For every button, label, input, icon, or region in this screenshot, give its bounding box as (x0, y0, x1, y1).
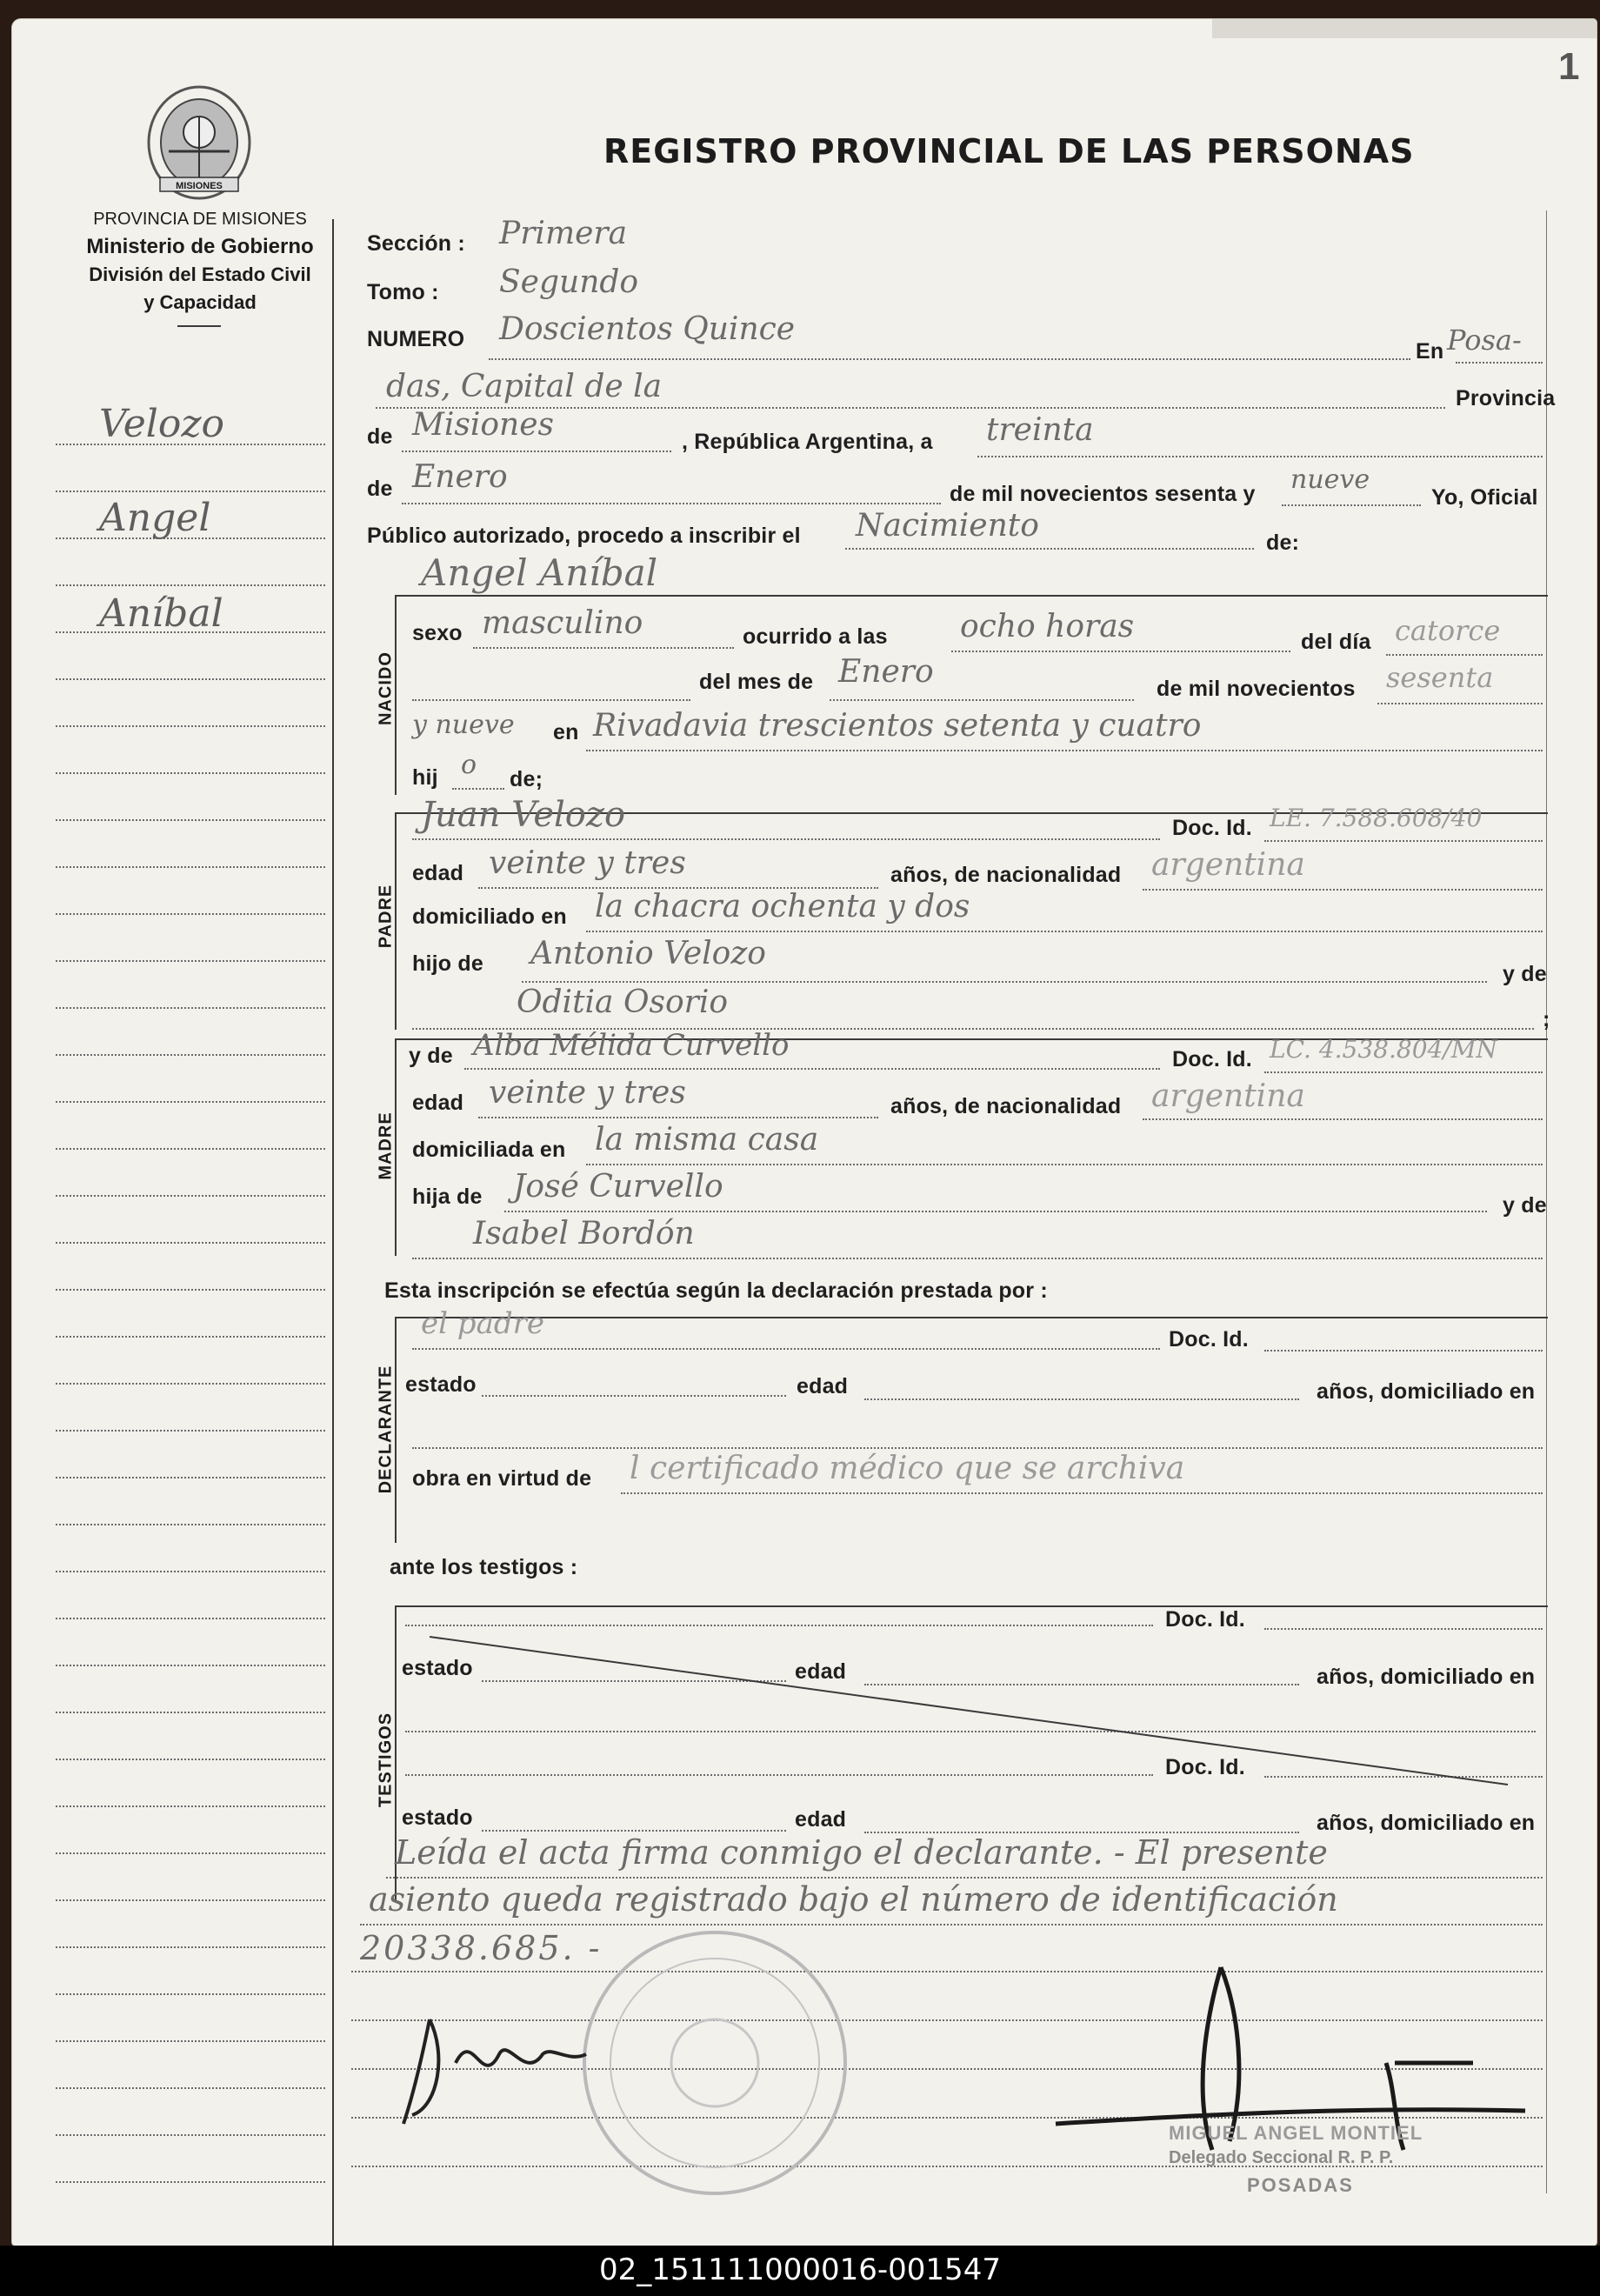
margin-rule (56, 1993, 325, 1995)
margin-rule (56, 819, 325, 821)
label-testigo1-doc: Doc. Id. (1165, 1607, 1245, 1632)
margin-rule (56, 584, 325, 586)
value-padre-nombre: Juan Velozo (421, 795, 626, 835)
label-testigo1-anos-dom: años, domiciliado en (1317, 1665, 1536, 1689)
label-mil-novecientos: de mil novecientos sesenta y (950, 482, 1256, 506)
section-label-nacido: NACIDO (376, 651, 396, 725)
margin-rule (56, 1289, 325, 1291)
nacido-top-rule (395, 595, 1548, 597)
label-republica: , República Argentina, a (682, 430, 933, 454)
value-padre-hijo-de-1: Antonio Velozo (530, 936, 766, 971)
section-label-padre: PADRE (376, 884, 396, 949)
margin-rule (56, 1101, 325, 1103)
value-sexo: masculino (482, 605, 643, 641)
cancel-diagonal-line (412, 1628, 1543, 1793)
value-hij: o (461, 750, 477, 780)
value-madre-hija-de-2: Isabel Bordón (473, 1216, 695, 1251)
value-madre-hija-de-1: José Curvello (513, 1169, 723, 1205)
label-declarante-doc: Doc. Id. (1169, 1327, 1249, 1352)
margin-rule (56, 1618, 325, 1619)
margin-rule (56, 1336, 325, 1338)
org-line-capacity: y Capacidad (143, 291, 257, 313)
org-divider (177, 325, 221, 327)
value-anio-nac-1: sesenta (1386, 661, 1494, 694)
value-lugar-nac: Rivadavia trescientos setenta y cuatro (593, 708, 1202, 744)
label-madre-y-de: y de (409, 1044, 453, 1068)
margin-rule (56, 1383, 325, 1385)
label-testigo1-estado: estado (402, 1656, 473, 1680)
margin-surname: Velozo (99, 402, 225, 446)
label-ocurrido: ocurrido a las (743, 624, 888, 649)
value-madre-domicilio: la misma casa (595, 1122, 819, 1158)
margin-rule (56, 1759, 325, 1760)
margin-rule (56, 1524, 325, 1525)
label-declarante-anos-dom: años, domiciliado en (1317, 1379, 1536, 1404)
value-mes: Enero (838, 654, 934, 690)
value-madre-nombre: Alba Mélida Curvello (473, 1028, 790, 1063)
value-dia: catorce (1395, 614, 1501, 647)
label-sexo: sexo (412, 621, 463, 645)
label-semicolon: ; (1543, 1007, 1550, 1031)
section-label-declarante: DECLARANTE (376, 1365, 396, 1494)
value-en: Posa- (1447, 324, 1522, 357)
label-en-2: en (553, 720, 579, 744)
value-anio-nac-2: y nueve (412, 710, 515, 740)
label-seccion: Sección : (367, 231, 465, 256)
value-declarante: el padre (421, 1306, 544, 1341)
value-obra: l certificado médico que se archiva (630, 1451, 1185, 1486)
label-mil-novecientos-2: de mil novecientos (1157, 677, 1356, 701)
label-en: En (1416, 339, 1444, 364)
margin-rule (56, 913, 325, 915)
label-padre-nacionalidad: años, de nacionalidad (890, 863, 1122, 887)
value-lugar: das, Capital de la (386, 369, 663, 404)
label-testigo2-doc: Doc. Id. (1165, 1755, 1245, 1779)
margin-second-name: Aníbal (99, 591, 223, 636)
value-numero: Doscientos Quince (499, 311, 796, 347)
margin-rule (56, 1712, 325, 1713)
page-edge (1212, 19, 1597, 38)
label-madre-y-de-2: y de (1503, 1193, 1547, 1218)
round-stamp-icon (576, 1924, 854, 2202)
label-del-dia: del día (1301, 630, 1371, 654)
document-title: REGISTRO PROVINCIAL DE LAS PERSONAS (603, 132, 1415, 170)
margin-rule (56, 1946, 325, 1948)
official-stamp-title: Delegado Seccional R. P. P. (1169, 2148, 1394, 2167)
value-padre-nacionalidad: argentina (1151, 847, 1305, 883)
value-tomo: Segundo (499, 264, 639, 300)
value-dia-inscripcion: treinta (986, 412, 1094, 448)
org-line-ministry: Ministerio de Gobierno (86, 235, 314, 258)
label-padre-y-de: y de (1503, 962, 1547, 986)
declarante-top-rule (395, 1317, 1548, 1318)
margin-rule (56, 1148, 325, 1150)
label-padre-doc: Doc. Id. (1172, 816, 1252, 840)
value-padre-edad: veinte y tres (489, 845, 686, 881)
note-line-1: Leída el acta firma conmigo el declarante. - El presente (395, 1833, 1328, 1872)
label-madre-hija-de: hija de (412, 1185, 483, 1209)
margin-rule (56, 1430, 325, 1432)
label-madre-nacionalidad: años, de nacionalidad (890, 1094, 1122, 1118)
margin-rule (56, 1477, 325, 1478)
label-declarante-edad: edad (797, 1374, 849, 1398)
label-testigo2-edad: edad (795, 1807, 847, 1832)
value-mes-inscripcion: Enero (412, 459, 508, 495)
label-provincia: Provincia (1456, 386, 1556, 410)
margin-rule (56, 491, 325, 492)
declarant-signature-icon (395, 2002, 603, 2132)
value-madre-nacionalidad: argentina (1151, 1078, 1305, 1114)
value-hora: ocho horas (960, 609, 1135, 644)
label-de-2: de (367, 477, 393, 501)
margin-rule (56, 678, 325, 680)
org-header (43, 205, 357, 317)
margin-rule (56, 1195, 325, 1197)
org-line-province: PROVINCIA DE MISIONES (93, 210, 307, 229)
label-hij: hij (412, 765, 438, 790)
label-testigo1-edad: edad (795, 1659, 847, 1684)
note-line-3: 20338.685. - (360, 1929, 603, 1967)
testigos-top-rule (395, 1605, 1548, 1607)
margin-rule (56, 1665, 325, 1666)
margin-rule (56, 2181, 325, 2183)
value-madre-doc: LC. 4.538.804/MN (1270, 1035, 1497, 1064)
label-de-colon: de: (1266, 531, 1300, 555)
label-madre-edad: edad (412, 1091, 464, 1115)
margin-rule (56, 1852, 325, 1854)
margin-column-border (332, 219, 334, 2246)
label-padre-domiciliado: domiciliado en (412, 904, 567, 929)
label-madre-domiciliada: domiciliada en (412, 1138, 566, 1162)
value-padre-doc: LE. 7.588.608/40 (1270, 804, 1483, 832)
seal-bottom-text: MISIONES (176, 181, 223, 191)
official-stamp-city: POSADAS (1247, 2174, 1354, 2196)
margin-first-name: Angel (99, 496, 211, 540)
margin-rule (56, 725, 325, 727)
page-number: 1 (1558, 45, 1580, 88)
label-esta-inscripcion: Esta inscripción se efectúa según la declaración prestada por : (384, 1278, 1048, 1303)
label-testigo2-estado: estado (402, 1805, 473, 1830)
label-de-semicolon: de; (510, 767, 543, 791)
label-ante-testigos: ante los testigos : (390, 1555, 578, 1579)
label-del-mes: del mes de (699, 670, 814, 694)
label-de: de (367, 424, 393, 449)
note-line-2: asiento queda registrado bajo el número de identificación (369, 1880, 1338, 1919)
label-padre-hijo-de: hijo de (412, 951, 483, 976)
value-anio: nueve (1290, 464, 1370, 495)
margin-rule (56, 2134, 325, 2136)
section-label-madre: MADRE (376, 1111, 396, 1180)
value-padre-hijo-de-2: Oditia Osorio (517, 984, 729, 1020)
label-tomo: Tomo : (367, 280, 439, 304)
label-testigo2-anos-dom: años, domiciliado en (1317, 1811, 1536, 1835)
value-acto: Nacimiento (856, 508, 1039, 544)
margin-rule (56, 2087, 325, 2089)
margin-rule (56, 772, 325, 774)
value-padre-domicilio: la chacra ochenta y dos (595, 889, 970, 924)
label-obra-virtud: obra en virtud de (412, 1466, 592, 1491)
margin-rule (56, 1571, 325, 1572)
document-page (12, 19, 1597, 2246)
margin-rule (56, 1054, 325, 1056)
label-padre-edad: edad (412, 861, 464, 885)
value-provincia: Misiones (412, 407, 555, 443)
margin-rule (56, 1007, 325, 1009)
margin-rule (56, 1242, 325, 1244)
label-madre-doc: Doc. Id. (1172, 1047, 1252, 1071)
margin-rule (56, 960, 325, 962)
value-nombre: Angel Aníbal (421, 551, 658, 594)
margin-rule (56, 1805, 325, 1807)
value-seccion: Primera (499, 216, 628, 251)
section-label-testigos: TESTIGOS (376, 1712, 396, 1808)
margin-rule (56, 866, 325, 868)
label-declarante-estado: estado (405, 1372, 477, 1397)
org-line-division: División del Estado Civil (89, 264, 311, 285)
label-publico: Público autorizado, procedo a inscribir el (367, 524, 801, 548)
value-madre-edad: veinte y tres (489, 1075, 686, 1111)
official-stamp-name: MIGUEL ANGEL MONTIEL (1169, 2122, 1423, 2144)
margin-rule (56, 2040, 325, 2042)
label-numero: NUMERO (367, 327, 465, 351)
margin-rule (56, 1899, 325, 1901)
label-yo-oficial: Yo, Oficial (1431, 485, 1538, 510)
footer-document-id: 02_151111000016-001547 (599, 2253, 1001, 2287)
